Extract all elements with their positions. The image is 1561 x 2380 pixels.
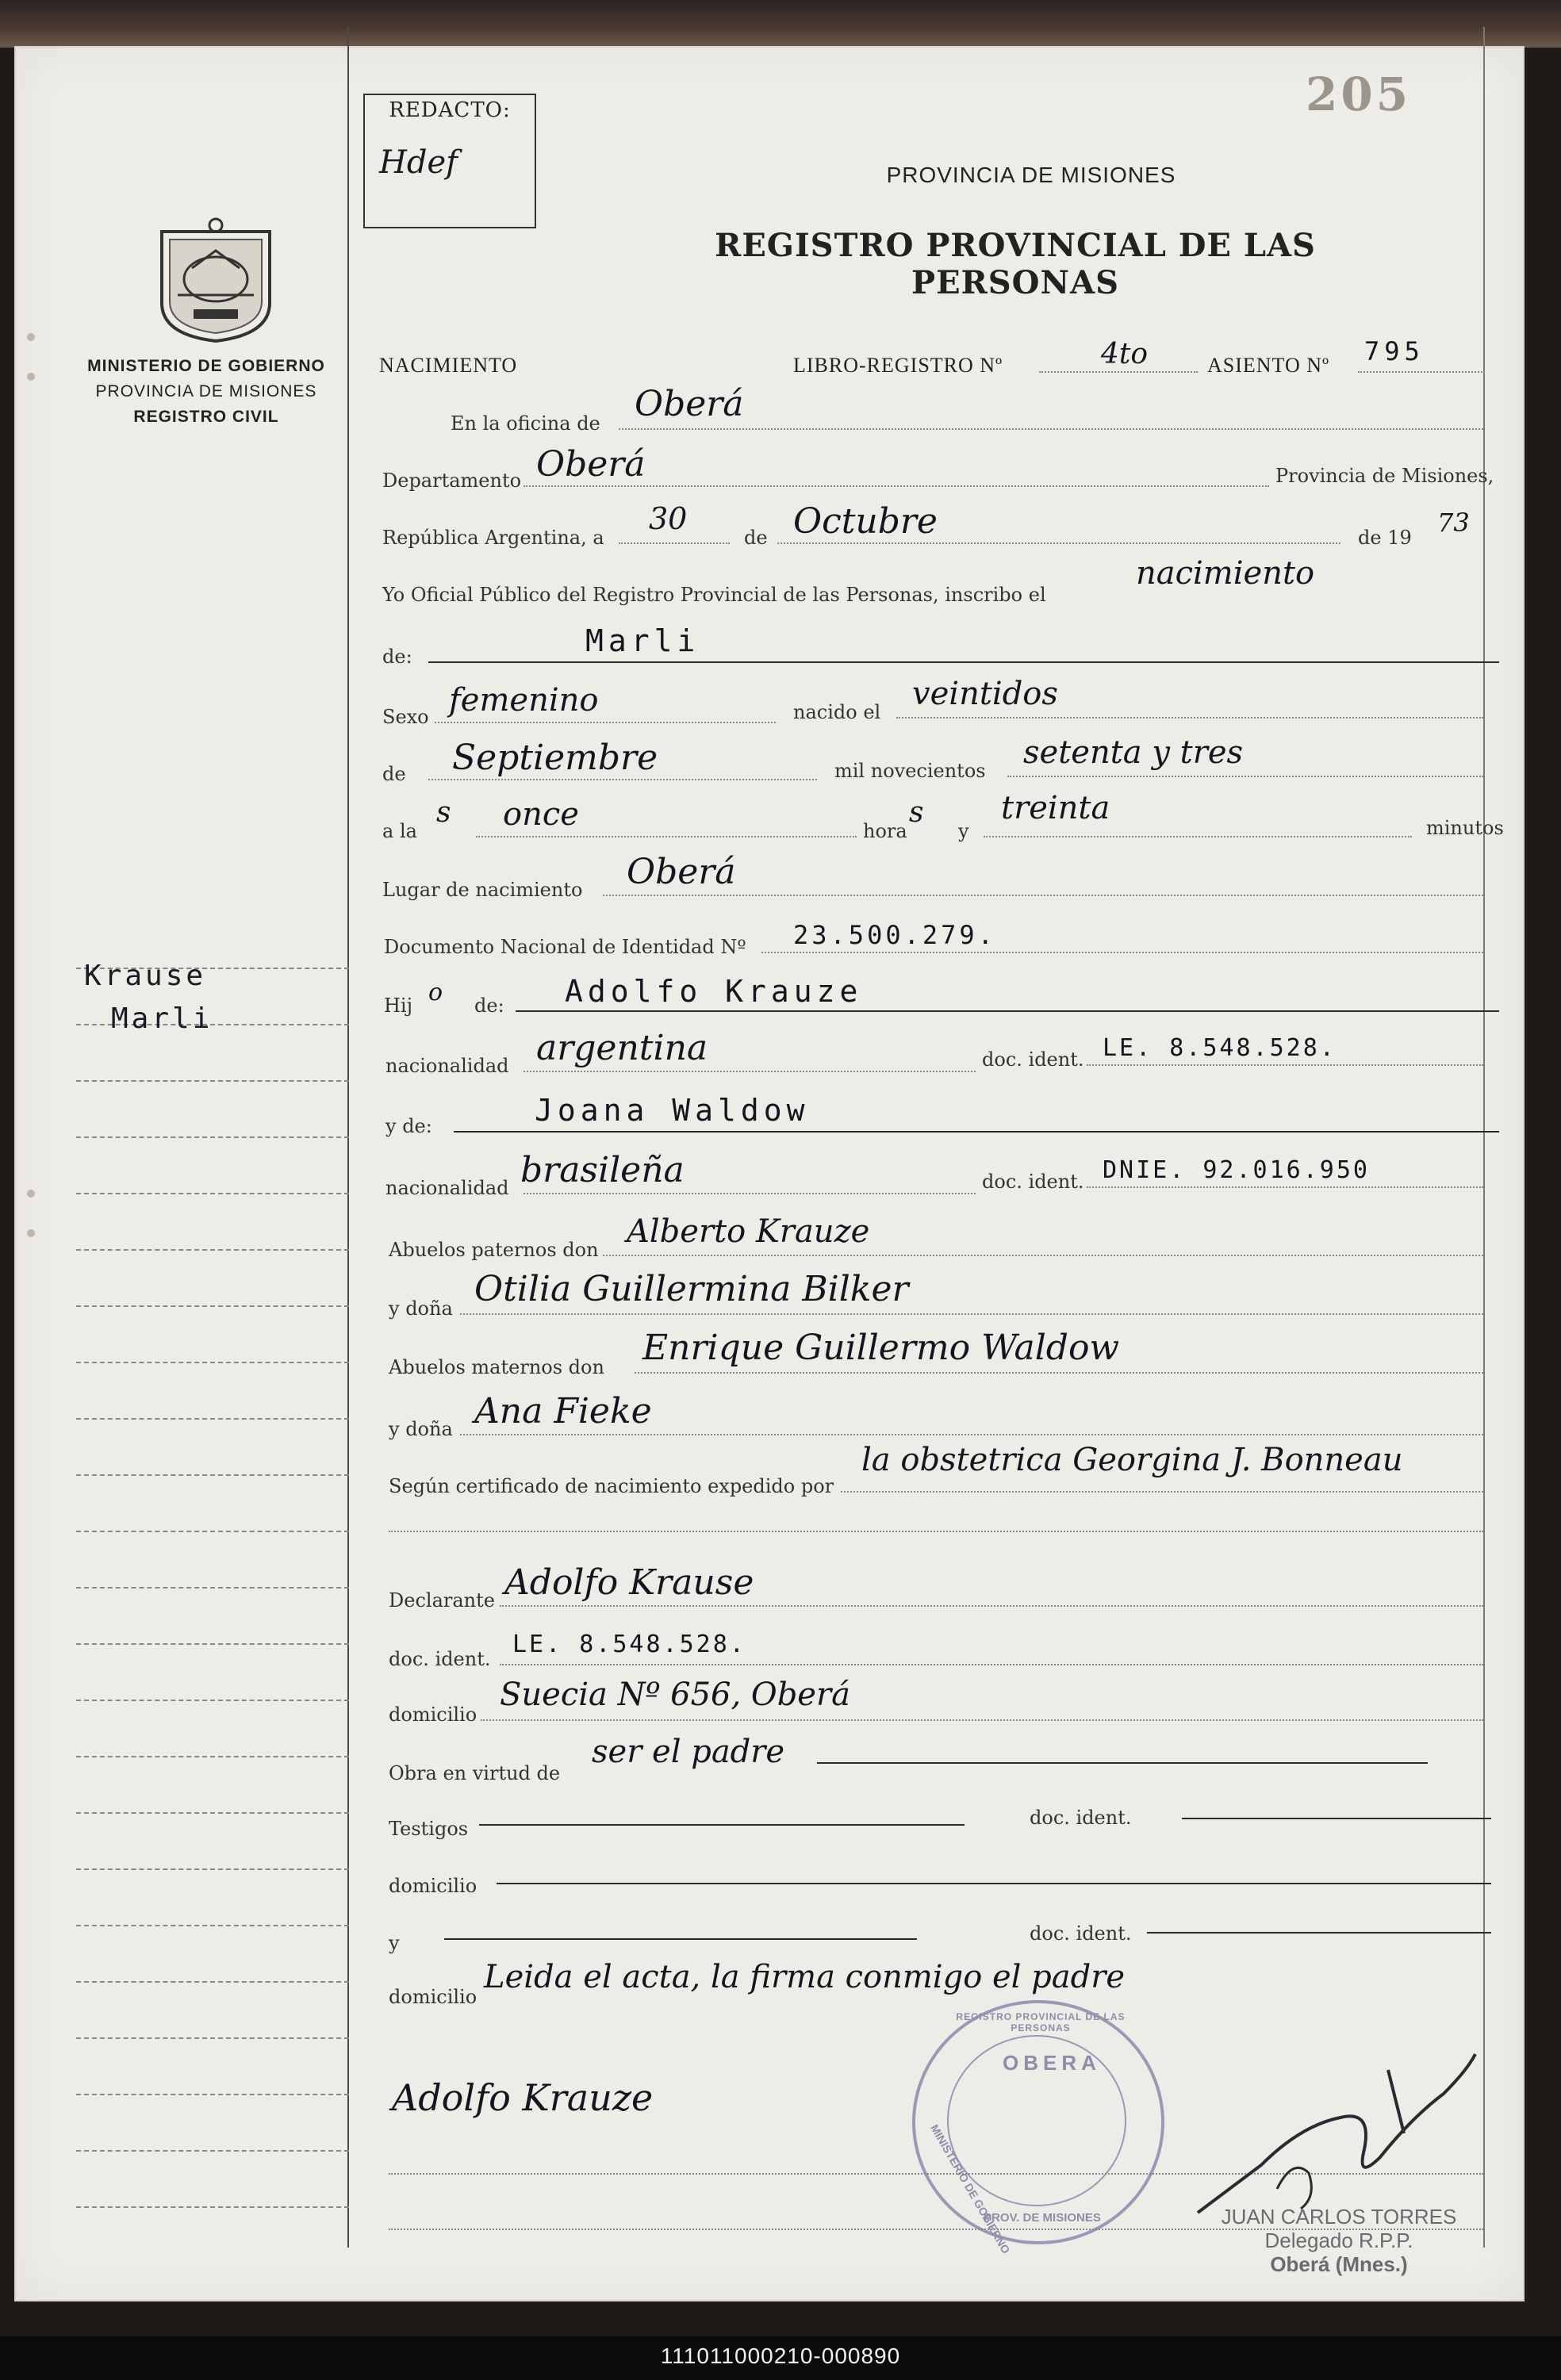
obra-label: Obra en virtud de	[389, 1762, 561, 1784]
margin-line	[76, 2037, 349, 2039]
binding-hole	[27, 1190, 35, 1198]
binding-hole	[27, 333, 35, 341]
testigos-doc-label: doc. ident.	[1030, 1807, 1132, 1829]
mes2-value: Septiembre	[452, 738, 658, 778]
hora-value: once	[503, 796, 579, 833]
nombre-value: Marli	[585, 623, 700, 658]
oficina-label: En la oficina de	[451, 412, 600, 435]
margin-line	[76, 1136, 349, 1138]
ministry-registry: REGISTRO CIVIL	[133, 408, 279, 426]
sexo-value: femenino	[449, 682, 599, 719]
mil-label: mil novecientos	[834, 760, 986, 782]
madre-doc-value: DNIE. 92.016.950	[1103, 1156, 1370, 1184]
padre-doc-value: LE. 8.548.528.	[1103, 1034, 1337, 1062]
departamento-line	[524, 485, 1269, 487]
nacido-label: nacido el	[793, 701, 881, 723]
ab-mat-don-value: Enrique Guillermo Waldow	[642, 1328, 1120, 1368]
ab-pat-dona-line	[460, 1313, 1483, 1315]
dni-line	[761, 952, 1483, 953]
margin-line	[76, 1362, 349, 1363]
obra-value: ser el padre	[592, 1734, 785, 1770]
testigos-line	[479, 1824, 965, 1826]
padre-nac-line	[524, 1071, 976, 1072]
nacido-value: veintidos	[912, 676, 1058, 712]
madre-line	[454, 1131, 1499, 1133]
margin-line	[76, 1531, 349, 1532]
testigos-label: Testigos	[389, 1818, 469, 1840]
asiento-label: ASIENTO Nº	[1207, 354, 1330, 377]
signatory-block	[1196, 2205, 1482, 2276]
testigo2-doc-line	[1147, 1932, 1491, 1934]
nacimiento-label: NACIMIENTO	[379, 354, 518, 377]
stamp-left: MINISTERIO DE GOBIERNO	[928, 2122, 1013, 2256]
hora-label: hora	[863, 820, 907, 842]
padre-line	[516, 1010, 1499, 1012]
domicilio-line	[481, 1719, 1483, 1721]
madre-nac-label: nacionalidad	[385, 1177, 509, 1199]
hijo-label: Hij	[384, 995, 413, 1017]
madre-value: Joana Waldow	[535, 1093, 810, 1128]
madre-nac-value: brasileña	[520, 1150, 685, 1190]
right-border	[1483, 27, 1485, 2248]
declarante-doc-value: LE. 8.548.528.	[512, 1631, 746, 1658]
nombre-line	[428, 661, 1499, 663]
margin-line	[76, 1305, 349, 1307]
asiento-line	[1358, 371, 1485, 373]
province-title: PROVINCIA DE MISIONES	[886, 163, 1176, 187]
dni-value: 23.500.279.	[793, 920, 996, 950]
padre-nac-value: argentina	[536, 1028, 708, 1068]
testigo2-domicilio-label: domicilio	[389, 1986, 478, 2008]
hijo-suffix: o	[428, 979, 443, 1006]
margin-line	[76, 2206, 349, 2208]
binding-hole	[27, 1229, 35, 1237]
mil-line	[1007, 776, 1483, 777]
margin-line	[76, 2150, 349, 2152]
testigo2-doc-label: doc. ident.	[1030, 1922, 1132, 1945]
leida-value: Leida el acta, la firma conmigo el padre	[484, 1959, 1126, 1995]
padre-doc-line	[1087, 1064, 1483, 1066]
hora-suffix: s	[909, 796, 924, 829]
margin-line	[76, 2094, 349, 2095]
oficina-line	[619, 428, 1483, 430]
segun-label: Según certificado de nacimiento expedido por	[389, 1475, 834, 1497]
ab-pat-don-value: Alberto Krauze	[627, 1213, 870, 1250]
testigo-domicilio-label: domicilio	[389, 1875, 478, 1897]
provincial-emblem-icon	[146, 216, 286, 343]
margin-line	[76, 1700, 349, 1701]
document-code: 111011000210-000890	[660, 2344, 901, 2368]
segun-line-2	[389, 1531, 1483, 1532]
yde-label: y de:	[385, 1115, 432, 1137]
minutos-label: minutos	[1426, 817, 1504, 839]
binding-hole	[27, 373, 35, 381]
anio-value: 73	[1437, 508, 1470, 538]
lugar-line	[603, 895, 1483, 896]
ab-pat-don-line	[603, 1255, 1483, 1256]
ala-suffix: s	[436, 796, 451, 829]
declarante-line	[500, 1605, 1483, 1607]
signature-value: Adolfo Krauze	[392, 2076, 654, 2119]
declarante-doc-label: doc. ident.	[389, 1648, 491, 1670]
margin-line	[76, 1474, 349, 1476]
anio-label: de 19	[1358, 527, 1412, 549]
inscribo-value: nacimiento	[1136, 555, 1315, 592]
signatory-title: Delegado R.P.P.	[1264, 2229, 1413, 2252]
testigos-doc-line	[1182, 1818, 1491, 1819]
sexo-line	[435, 722, 776, 723]
ministry-line: MINISTERIO DE GOBIERNO	[87, 357, 325, 375]
book-edge	[0, 0, 1561, 48]
stamp-bottom: PROV. DE MISIONES	[984, 2211, 1101, 2225]
redacto-box	[363, 94, 536, 228]
padre-doc-label: doc. ident.	[982, 1048, 1084, 1071]
margin-lines	[76, 968, 349, 2263]
padre-value: Adolfo Krauze	[565, 974, 863, 1009]
stamp-top: OBERA	[1003, 2051, 1101, 2075]
mes-value: Octubre	[793, 501, 938, 542]
dni-label: Documento Nacional de Identidad Nº	[384, 936, 746, 958]
y-label: y	[958, 820, 969, 842]
margin-line	[76, 1193, 349, 1194]
registry-title: REGISTRO PROVINCIAL DE LAS PERSONAS	[715, 227, 1316, 301]
ab-pat-label: Abuelos paternos don	[389, 1239, 599, 1261]
declarante-doc-line	[500, 1664, 1483, 1665]
minutos-value: treinta	[1001, 790, 1110, 826]
madre-doc-label: doc. ident.	[982, 1171, 1084, 1193]
domicilio-label: domicilio	[389, 1704, 478, 1726]
ministry-province: PROVINCIA DE MISIONES	[95, 382, 317, 400]
departamento-value: Oberá	[536, 444, 646, 485]
ab-pat-dona-label: y doña	[389, 1297, 453, 1320]
obra-dash	[817, 1762, 1428, 1764]
ab-mat-dona-label: y doña	[389, 1418, 453, 1440]
margin-line	[76, 1643, 349, 1645]
margin-surname: Krause	[84, 960, 207, 992]
redacto-value: Hdef	[379, 144, 458, 181]
de2-label: de:	[382, 646, 412, 668]
margin-line	[76, 1812, 349, 1814]
de-label: de	[744, 527, 768, 549]
margin-line	[76, 1418, 349, 1420]
ab-mat-don-line	[635, 1372, 1483, 1374]
folio-number: 205	[1306, 67, 1412, 121]
margin-line	[76, 1080, 349, 1082]
y2-label: y	[389, 1932, 400, 1954]
yo-oficial-label: Yo Oficial Público del Registro Provincial de las Personas, inscribo el	[382, 584, 1046, 606]
declarante-value: Adolfo Krause	[504, 1562, 754, 1603]
margin-line	[76, 1249, 349, 1251]
dia-line	[619, 542, 730, 544]
margin-line	[76, 1925, 349, 1926]
signatory-place: Oberá (Mnes.)	[1270, 2252, 1408, 2276]
margin-line	[76, 1756, 349, 1757]
stamp-ring: REGISTRO PROVINCIAL DE LAS PERSONAS	[956, 2011, 1126, 2033]
segun-line	[841, 1491, 1483, 1493]
segun-value: la obstetrica Georgina J. Bonneau	[861, 1442, 1403, 1478]
ab-mat-dona-value: Ana Fieke	[474, 1391, 652, 1431]
libro-line	[1039, 371, 1198, 373]
ala-label: a la	[382, 820, 417, 842]
margin-line	[76, 1587, 349, 1589]
margin-name: Marli	[111, 1002, 213, 1035]
sexo-label: Sexo	[382, 706, 429, 728]
padre-nac-label: nacionalidad	[385, 1055, 509, 1077]
hijo-de-label: de:	[474, 995, 504, 1017]
asiento-value: 795	[1364, 336, 1425, 366]
minutos-line	[984, 836, 1412, 837]
dia-value: 30	[649, 501, 688, 536]
mes2-line	[428, 779, 817, 780]
ab-mat-label: Abuelos maternos don	[389, 1356, 604, 1378]
hora-line	[476, 836, 857, 837]
redacto-label: REDACTO:	[389, 98, 511, 122]
signatory-name: JUAN CARLOS TORRES	[1221, 2205, 1457, 2229]
testigo2-line	[444, 1938, 917, 1940]
republica-label: República Argentina, a	[382, 527, 604, 549]
mil-value: setenta y tres	[1023, 734, 1244, 771]
departamento-label: Departamento	[382, 469, 522, 492]
binding-holes	[16, 48, 48, 2300]
official-signature	[1182, 2038, 1483, 2221]
declarante-label: Declarante	[389, 1589, 495, 1612]
madre-nac-line	[524, 1193, 976, 1194]
madre-doc-line	[1087, 1186, 1483, 1188]
ministry-block	[63, 354, 349, 430]
lugar-value: Oberá	[627, 852, 736, 892]
libro-value: 4to	[1101, 338, 1149, 370]
mes-line	[777, 542, 1340, 544]
domicilio-value: Suecia Nº 656, Oberá	[500, 1677, 850, 1713]
libro-label: LIBRO-REGISTRO Nº	[793, 354, 1003, 377]
official-stamp	[912, 2000, 1164, 2256]
ab-mat-dona-line	[460, 1434, 1483, 1435]
testigo-domicilio-line	[497, 1883, 1491, 1884]
provincia-label: Provincia de Misiones,	[1275, 465, 1494, 487]
margin-line	[76, 1868, 349, 1870]
nacido-line	[896, 717, 1483, 719]
margin-line	[76, 1981, 349, 1983]
ab-pat-dona-value: Otilia Guillermina Bilker	[474, 1269, 909, 1309]
oficina-value: Oberá	[635, 384, 744, 424]
de3-label: de	[382, 763, 406, 785]
lugar-label: Lugar de nacimiento	[382, 879, 583, 901]
